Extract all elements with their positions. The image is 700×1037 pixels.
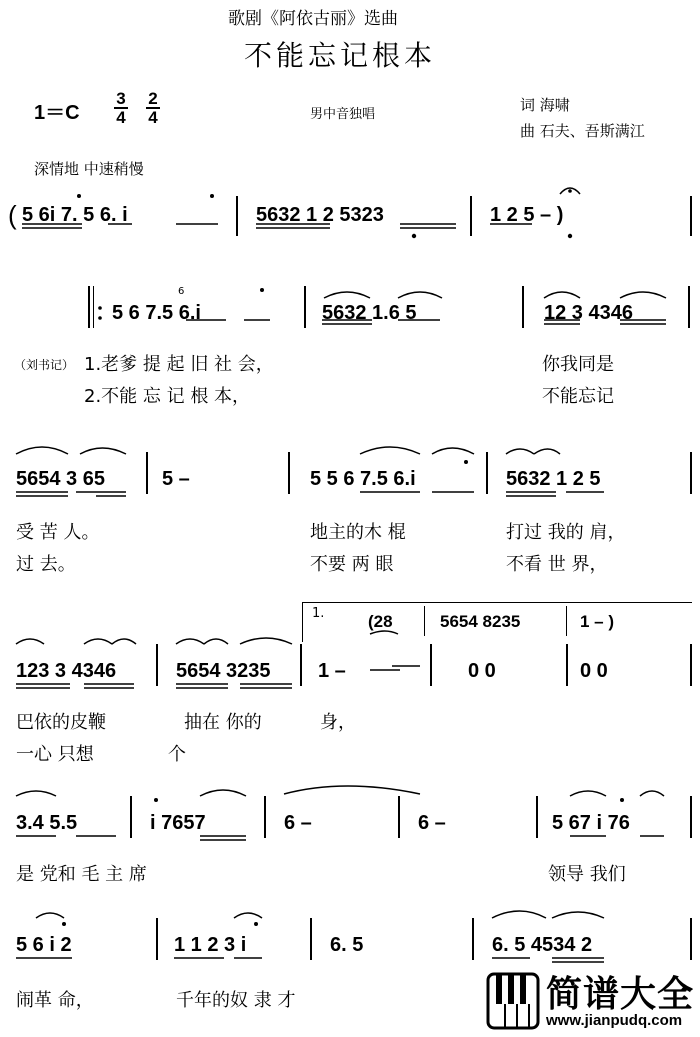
lyric-line-2b: 不能忘记	[542, 386, 614, 407]
system2-markings	[0, 276, 700, 346]
lyric-line-5a: 巴依的皮鞭	[16, 712, 106, 733]
measure-s4-3: 1 –	[318, 660, 346, 682]
grace-note: 6	[178, 286, 185, 297]
volta-measure-1: (28	[368, 612, 393, 631]
volta-measure-2: 5654 8235	[440, 612, 521, 631]
lyric-line-1a: 1.老爹 提 起 旧 社 会，	[84, 354, 274, 375]
lyric-line-1b: 你我同是	[542, 354, 614, 375]
measure-s3-3: 5 5 6 7.5 6.i	[310, 468, 416, 490]
system1-markings	[0, 180, 700, 250]
lyric-line-4b: 不要 两 眼	[310, 554, 394, 575]
lyric-line-8b: 千年的奴 隶 才	[176, 990, 296, 1011]
measure-s5-1: 3.4 5.5	[16, 812, 78, 834]
lyric-line-6b: 个	[168, 744, 186, 765]
measure-s4-4: 0 0	[468, 660, 496, 682]
measure-s1-3: 1 2 5 – )	[490, 204, 564, 226]
system5-markings	[0, 782, 700, 852]
lyric-line-3c: 打过 我的 肩，	[506, 522, 626, 543]
measure-s2-2: 5632 1.6 5	[322, 302, 417, 324]
lyricist-credit: 词 海啸	[520, 96, 570, 114]
measure-s4-2: 5654 3235	[176, 660, 271, 682]
measure-s5-2: i 7657	[150, 812, 206, 834]
measure-s2-3: 12 3 4346	[544, 302, 633, 324]
volta-bracket	[302, 602, 692, 603]
watermark-brand: 简谱大全	[546, 974, 695, 1015]
lyric-line-4c: 不看 世 界，	[506, 554, 608, 575]
time-signature-2-4: 2 4	[146, 90, 160, 126]
composer-credit: 曲 石夫、吾斯满江	[520, 122, 645, 140]
time-signature-3-4: 3 4	[114, 90, 128, 126]
measure-s6-2: 1 1 2 3 i	[174, 934, 247, 956]
lyric-line-8a: 闹革 命，	[16, 990, 94, 1011]
voice-type: 男中音独唱	[310, 107, 376, 122]
lyric-line-5c: 身，	[320, 712, 356, 733]
measure-s4-5: 0 0	[580, 660, 608, 682]
tempo-marking: 深情地 中速稍慢	[34, 160, 144, 178]
measure-s6-3: 6. 5	[330, 934, 364, 956]
measure-s5-5: 5 67 i 76	[552, 812, 630, 834]
measure-s5-4: 6 –	[418, 812, 446, 834]
lyric-line-3a: 受 苦 人。	[16, 522, 100, 543]
measure-s3-1: 5654 3 65	[16, 468, 105, 490]
volta-measure-3: 1 – )	[580, 612, 615, 631]
system4-markings	[0, 630, 700, 700]
measure-s5-3: 6 –	[284, 812, 312, 834]
volta-label: 1.	[312, 606, 325, 621]
lyric-line-4a: 过 去。	[16, 554, 76, 575]
singer-label: （刘书记）	[14, 358, 75, 372]
measure-s1-1: 5 6i 7. 5 6. i	[22, 204, 128, 226]
lyric-line-7b: 领导 我们	[548, 864, 626, 885]
lyric-line-6a: 一心 只想	[16, 744, 94, 765]
song-title: 不能忘记根本	[244, 39, 437, 72]
measure-s6-4: 6. 5 4534 2	[492, 934, 593, 956]
key-signature: 1＝C	[34, 102, 80, 124]
watermark-url: www.jianpudq.com	[546, 1012, 683, 1029]
intro-open-paren: (	[8, 200, 17, 230]
system3-markings	[0, 436, 700, 506]
measure-s6-1: 5 6 i 2	[16, 934, 72, 956]
measure-s4-1: 123 3 4346	[16, 660, 117, 682]
lyric-line-7a: 是 党和 毛 主 席	[16, 864, 147, 885]
measure-s3-4: 5632 1 2 5	[506, 468, 601, 490]
lyric-line-5b: 抽在 你的	[184, 712, 262, 733]
measure-s3-2: 5 –	[162, 468, 190, 490]
subtitle: 歌剧《阿依古丽》选曲	[228, 9, 398, 29]
piano-keys-icon	[486, 972, 542, 1032]
watermark-logo	[484, 966, 698, 1036]
measure-s1-2: 5632 1 2 5323	[256, 204, 384, 226]
measure-s2-1: 5 6 7.5 6.i	[112, 302, 201, 324]
lyric-line-2a: 2.不能 忘 记 根 本，	[84, 386, 251, 407]
lyric-line-3b: 地主的木 棍	[310, 522, 406, 543]
system6-markings	[0, 904, 700, 974]
